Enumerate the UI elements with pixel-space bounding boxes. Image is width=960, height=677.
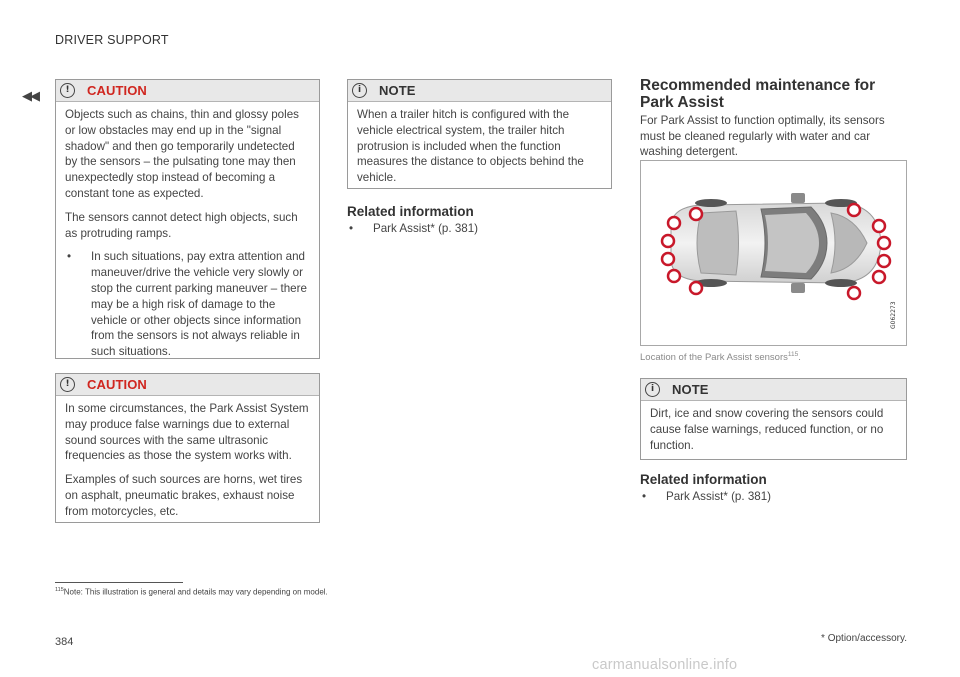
caution-title: CAUTION [87, 83, 147, 98]
sensor-marker [878, 255, 890, 267]
figure-code: G062273 [890, 301, 897, 329]
info-icon: i [352, 83, 367, 98]
caution-bullet [65, 249, 310, 360]
note-text: When a trailer hitch is configured with the vehicle electrical system, the trailer hitch protrusion is included when the function measures the distance to objects behind the vehicle. [357, 108, 584, 185]
sensor-marker [848, 204, 860, 216]
caution-box-1 [55, 79, 320, 359]
bullet-icon: • [642, 490, 647, 503]
watermark-text: carmanualsonline.info [592, 657, 738, 673]
caution-header [56, 80, 319, 102]
caution-title: CAUTION [87, 377, 147, 392]
caution-paragraph: Examples of such sources are horns, wet tires on asphalt, pneumatic brakes, exhaust noise from motorcycles, etc. [65, 473, 303, 518]
figure-caption-end: . [798, 352, 801, 364]
figure-caption-text: Location of the Park Assist sensors [640, 352, 788, 364]
maintenance-title-line-2: Park Assist [640, 94, 724, 111]
footnote-text: Note: This illustration is general and details may vary depending on model. [63, 587, 328, 597]
back-double-chevron-icon[interactable]: ◀◀ [22, 88, 38, 103]
footnote-number: 115 [55, 587, 64, 593]
sensor-marker [873, 271, 885, 283]
note-box-1 [347, 79, 612, 189]
park-assist-link[interactable]: Park Assist* (p. 381) [666, 490, 772, 503]
park-assist-sensor-figure [640, 160, 907, 346]
sensor-marker [662, 253, 674, 265]
page-header-title: DRIVER SUPPORT [55, 33, 169, 47]
related-info-1 [347, 204, 612, 236]
caution-box-2 [55, 373, 320, 523]
exclamation-icon: ! [60, 377, 75, 392]
exclamation-icon: ! [60, 83, 75, 98]
option-accessory-note: * Option/accessory. [821, 633, 907, 644]
footnote-ref[interactable]: 115 [787, 351, 799, 358]
sensor-marker [668, 217, 680, 229]
sensor-marker [878, 237, 890, 249]
footnote [55, 587, 328, 597]
caution-body [56, 102, 319, 370]
sensor-marker [662, 235, 674, 247]
info-icon: i [645, 382, 660, 397]
note-text: Dirt, ice and snow covering the sensors could cause false warnings, reduced function, or no function. [650, 407, 884, 452]
related-info-heading: Related information [347, 204, 474, 219]
note-header [348, 80, 611, 102]
maintenance-title-line-1: Recommended maintenance for [640, 77, 876, 94]
side-mirror-right [791, 283, 805, 293]
related-info-item [347, 221, 612, 236]
note-body [348, 102, 611, 204]
sensor-marker [690, 208, 702, 220]
sensor-marker [848, 287, 860, 299]
park-assist-link[interactable]: Park Assist* (p. 381) [373, 222, 479, 235]
note-title: NOTE [379, 83, 416, 98]
bullet-icon: • [67, 250, 72, 264]
caution-header [56, 374, 319, 396]
car-top-view-illustration [641, 161, 906, 345]
caution-bullet-text: In such situations, pay extra attention and maneuver/drive the vehicle very slowly or stop the current parking maneuver – there may be a high risk of damage to the vehicle or other objects since information from the sensors is not always reliable in such situations. [91, 250, 307, 359]
side-mirror-left [791, 193, 805, 203]
related-info-heading: Related information [640, 472, 767, 487]
caution-paragraph: Objects such as chains, thin and glossy poles or low obstacles may end up in the "signal shadow" and then go temporarily undetected by the sensors – the pulsating tone may then unexpectedly stop instead of becoming a constant tone as expected. [65, 108, 299, 200]
related-info-item [640, 489, 908, 504]
sensor-marker [690, 282, 702, 294]
note-body [641, 401, 906, 471]
note-box-2 [640, 378, 907, 460]
maintenance-intro: For Park Assist to function optimally, its sensors must be cleaned regularly with water and car washing detergent. [640, 114, 885, 159]
note-title: NOTE [672, 382, 709, 397]
bullet-icon: • [349, 222, 354, 235]
related-info-2 [640, 472, 908, 504]
sensor-marker [668, 270, 680, 282]
caution-paragraph: In some circumstances, the Park Assist System may produce false warnings due to external sound sources with the same ultrasonic frequencies as those the system works with. [65, 402, 309, 463]
caution-paragraph: The sensors cannot detect high objects, such as protruding ramps. [65, 210, 298, 240]
note-header [641, 379, 906, 401]
caution-body [56, 396, 319, 538]
footnote-divider [55, 582, 183, 583]
sensor-marker [873, 220, 885, 232]
maintenance-section [640, 77, 908, 160]
figure-caption [640, 351, 801, 363]
page-number: 384 [55, 636, 74, 648]
